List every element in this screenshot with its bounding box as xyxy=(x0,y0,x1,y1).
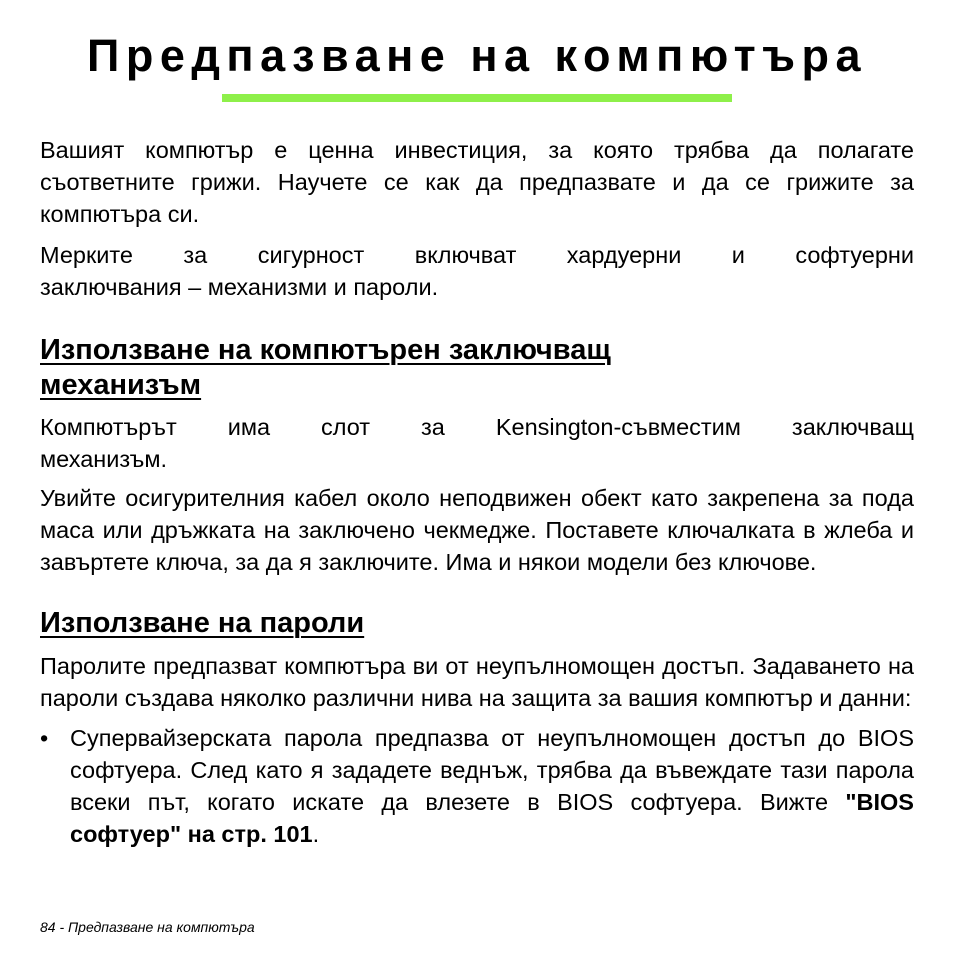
lock-paragraph-2: Увийте осигурителния кабел около неподвижен обект като закрепена за пода маса или дръжката на заключено чекмедже. Поставете ключалката в жлеба и завъртете ключа, за да я заключите. Има и някои модели без ключове. xyxy=(40,485,914,575)
page-body xyxy=(40,134,914,850)
lock-heading-line-2: механизъм xyxy=(40,369,202,401)
lock-section-heading xyxy=(40,333,914,403)
intro-paragraph-1: Вашият компютър е ценна инвестиция, за която трябва да полагате съответните грижи. Научете се как да предпазвате и да се грижите за компютъра си. xyxy=(40,137,914,227)
bullet-marker: • xyxy=(40,725,49,751)
lock-paragraph-1-line-1: Компютърът има слот за Kensington-съвместим заключващ xyxy=(40,414,914,440)
lock-heading-line-1: Използване на компютърен заключващ xyxy=(40,334,611,366)
bullet-paragraph xyxy=(70,722,914,850)
page-title: Предпазване на компютъра xyxy=(86,30,868,81)
intro-paragraph-2-line-1: Мерките за сигурност включват хардуерни и софтуерни xyxy=(40,242,914,268)
password-section-heading xyxy=(40,606,914,641)
page-footer: 84 - Предпазване на компютъра xyxy=(40,919,255,935)
intro-paragraph-2 xyxy=(40,239,914,303)
password-heading-text: Използване на пароли xyxy=(40,607,365,639)
password-paragraph-1: Паролите предпазват компютъра ви от неупълномощен достъп. Задаването на пароли създава няколко различни нива на защита за вашия компютър и данни: xyxy=(40,653,914,711)
bullet-list-item xyxy=(40,722,914,850)
intro-paragraph-2-line-2: заключвания – механизми и пароли. xyxy=(40,274,439,300)
bullet-text: Супервайзерската парола предпазва от неупълномощен достъп до BIOS софтуера. След като я зададете веднъж, трябва да въвеждате тази парола всеки път, когато искате да влезете в BIOS софтуера. Вижте xyxy=(70,725,914,815)
title-underline-bar xyxy=(222,94,732,102)
lock-paragraph-1 xyxy=(40,411,914,475)
lock-paragraph-1-line-2: механизъм. xyxy=(40,446,168,472)
bios-cross-reference-link[interactable]: "BIOS софтуер" на стр. 101 xyxy=(70,789,914,847)
bullet-end: . xyxy=(312,821,320,847)
